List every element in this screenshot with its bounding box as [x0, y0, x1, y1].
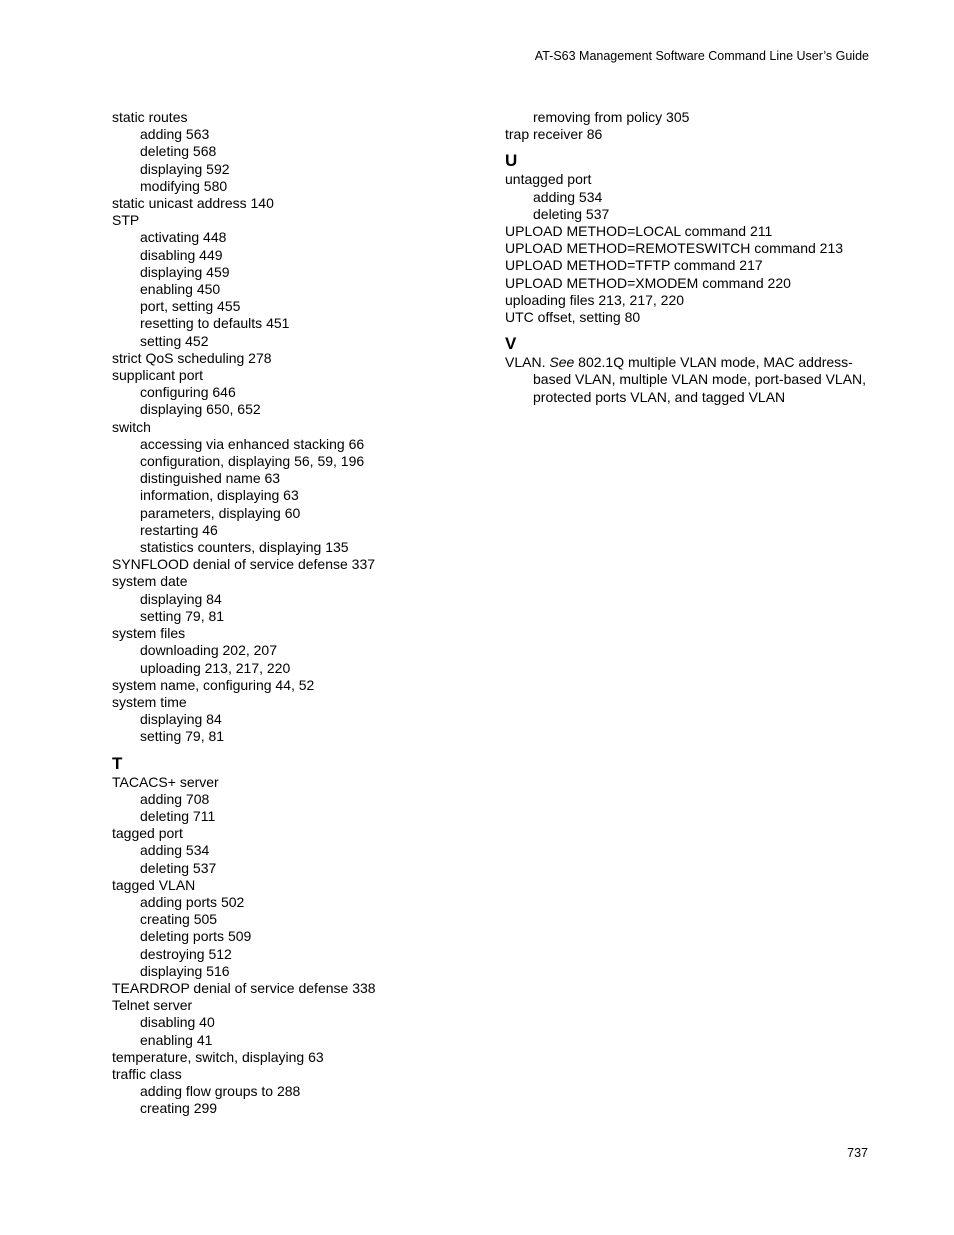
index-letter-heading: V — [505, 334, 517, 354]
index-entry: switch — [112, 418, 151, 435]
index-subentry: enabling 41 — [140, 1031, 213, 1048]
index-subentry: adding 534 — [140, 842, 210, 859]
page-number: 737 — [847, 1146, 868, 1160]
index-subentry: parameters, displaying 60 — [140, 504, 301, 521]
index-subentry: disabling 449 — [140, 246, 223, 263]
index-subentry: removing from policy 305 — [533, 109, 690, 125]
index-subentry: adding 708 — [140, 790, 210, 807]
index-subentry: port, setting 455 — [140, 298, 241, 315]
index-subentry: configuring 646 — [140, 384, 236, 401]
index-subentry: deleting 711 — [140, 807, 216, 824]
index-subentry: creating 505 — [140, 911, 218, 928]
index-subentry: adding 563 — [140, 126, 210, 143]
index-entry: supplicant port — [112, 367, 204, 384]
index-subentry: distinguished name 63 — [140, 470, 281, 487]
index-subentry: adding flow groups to 288 — [140, 1083, 301, 1100]
index-entry: TACACS+ server — [112, 773, 219, 790]
index-entry: UPLOAD METHOD=REMOTESWITCH command 213 — [505, 240, 844, 257]
index-subentry: deleting ports 509 — [140, 928, 252, 945]
index-subentry: activating 448 — [140, 229, 227, 246]
index-entry: STP — [112, 212, 140, 229]
index-entry: static routes — [112, 109, 188, 125]
index-column-left — [112, 109, 492, 1118]
index-column-right — [505, 109, 875, 406]
index-entry: UTC offset, setting 80 — [505, 309, 641, 326]
index-entry: static unicast address 140 — [112, 195, 274, 212]
index-entry: Telnet server — [112, 997, 193, 1014]
index-entry: system date — [112, 573, 188, 590]
index-entry: tagged VLAN — [112, 876, 196, 893]
index-subentry: adding ports 502 — [140, 893, 245, 910]
index-letter-heading: T — [112, 753, 123, 773]
index-subentry: displaying 516 — [140, 962, 230, 979]
index-subentry: disabling 40 — [140, 1014, 215, 1031]
index-subentry: restarting 46 — [140, 521, 218, 538]
index-entry: system files — [112, 625, 186, 642]
index-subentry: destroying 512 — [140, 945, 232, 962]
vlan-term: VLAN. — [505, 354, 550, 371]
see-reference: See — [549, 354, 575, 371]
index-subentry: statistics counters, displaying 135 — [140, 539, 349, 556]
index-subentry: displaying 592 — [140, 160, 230, 177]
index-subentry: displaying 84 — [140, 711, 222, 728]
index-subentry: configuration, displaying 56, 59, 196 — [140, 453, 365, 470]
index-letter-heading: U — [505, 151, 518, 171]
index-subentry: resetting to defaults 451 — [140, 315, 290, 332]
index-subentry: creating 299 — [140, 1100, 218, 1117]
index-subentry: displaying 459 — [140, 263, 230, 280]
index-subentry: deleting 568 — [140, 143, 217, 160]
index-subentry: uploading 213, 217, 220 — [140, 659, 291, 676]
index-entry: system time — [112, 693, 187, 710]
index-subentry: setting 79, 81 — [140, 607, 225, 624]
index-entry: uploading files 213, 217, 220 — [505, 291, 685, 308]
index-entry: SYNFLOOD denial of service defense 337 — [112, 556, 376, 573]
index-subentry: information, displaying 63 — [140, 487, 299, 504]
index-entry: untagged port — [505, 171, 592, 188]
index-subentry: adding 534 — [533, 188, 603, 205]
index-entry: strict QoS scheduling 278 — [112, 349, 272, 366]
index-entry: system name, configuring 44, 52 — [112, 676, 315, 693]
index-entry: UPLOAD METHOD=XMODEM command 220 — [505, 274, 791, 291]
index-subentry: accessing via enhanced stacking 66 — [140, 435, 365, 452]
index-subentry: setting 79, 81 — [140, 728, 225, 745]
index-entry: UPLOAD METHOD=LOCAL command 211 — [505, 223, 773, 240]
index-entry-vlan — [505, 354, 875, 406]
index-subentry: displaying 84 — [140, 590, 222, 607]
running-header: AT-S63 Management Software Command Line User’s Guide — [534, 49, 869, 63]
index-subentry: deleting 537 — [533, 205, 610, 222]
index-subentry: modifying 580 — [140, 177, 228, 194]
index-subentry: setting 452 — [140, 332, 209, 349]
index-entry: traffic class — [112, 1065, 182, 1082]
index-entry: trap receiver 86 — [505, 126, 603, 143]
index-entry: tagged port — [112, 825, 183, 842]
index-entry: temperature, switch, displaying 63 — [112, 1048, 324, 1065]
vlan-cross-references: 802.1Q multiple VLAN mode, MAC address-based VLAN, multiple VLAN mode, port-based VLAN, protected ports VLAN, and tagged VLAN — [533, 354, 867, 405]
index-subentry: enabling 450 — [140, 281, 221, 298]
index-entry: UPLOAD METHOD=TFTP command 217 — [505, 257, 763, 274]
index-subentry: downloading 202, 207 — [140, 642, 278, 659]
index-subentry: displaying 650, 652 — [140, 401, 261, 418]
index-subentry: deleting 537 — [140, 859, 217, 876]
index-entry: TEARDROP denial of service defense 338 — [112, 979, 376, 996]
